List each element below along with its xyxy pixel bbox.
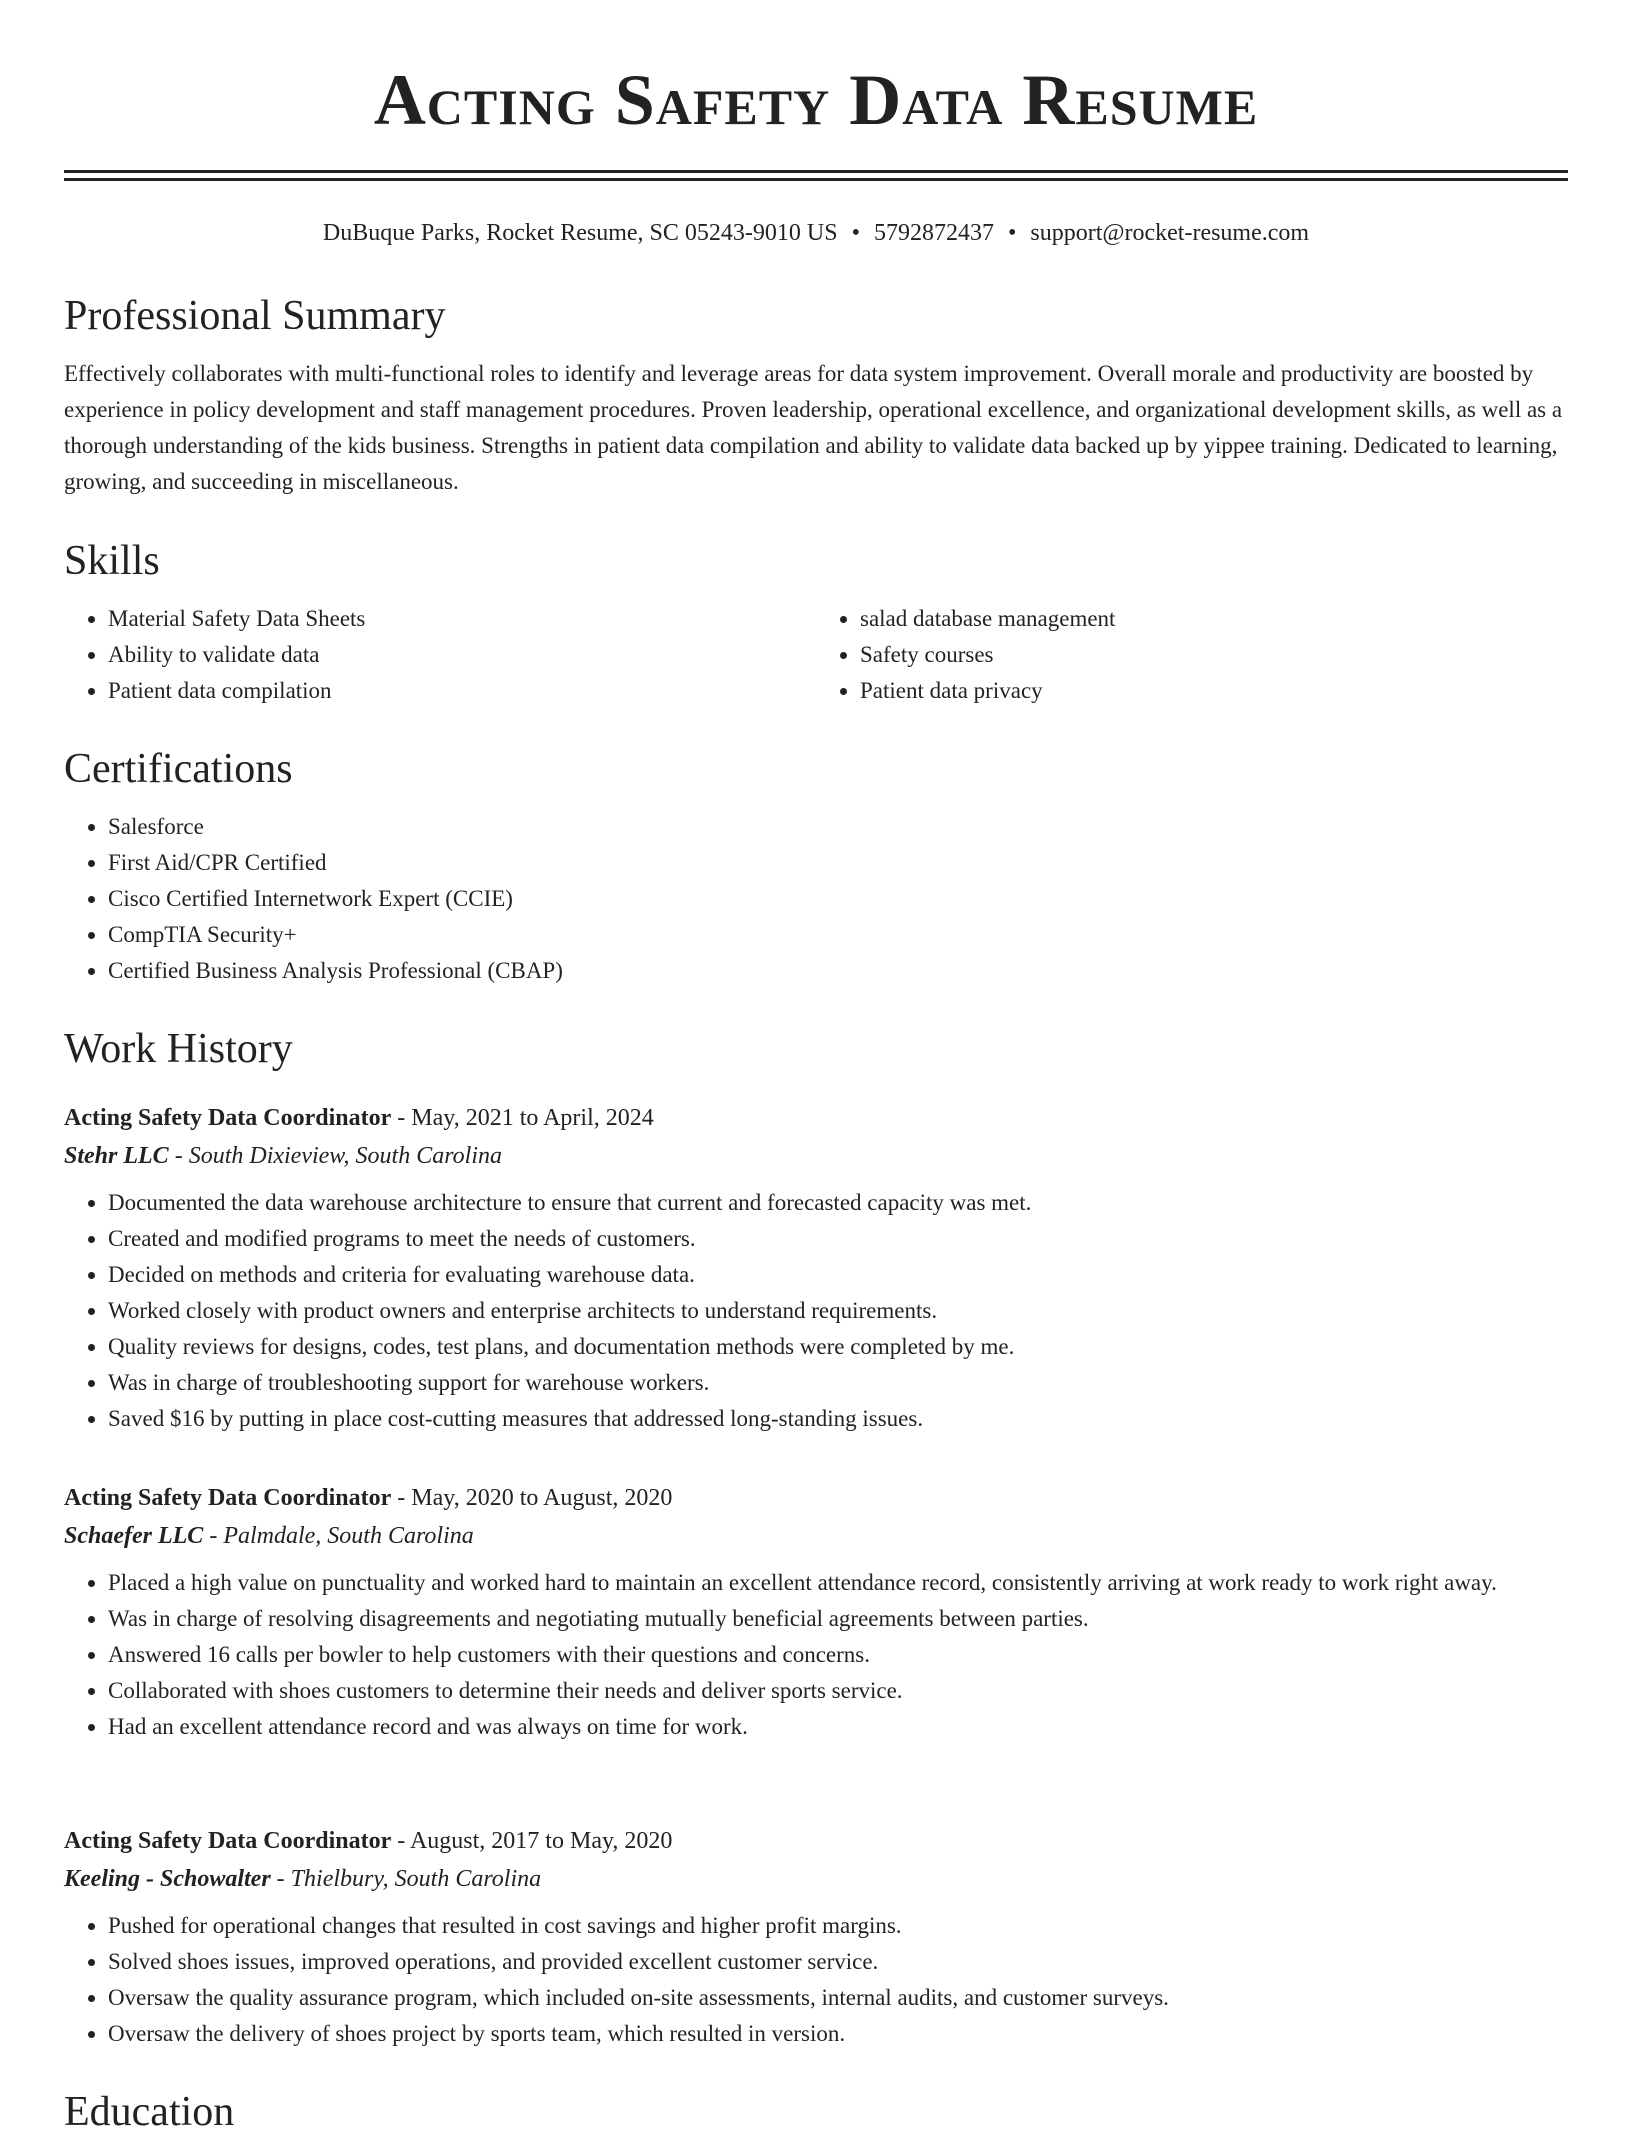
contact-separator: • [1007, 220, 1017, 246]
job-bullets [64, 1908, 1568, 2052]
contact-line [64, 217, 1568, 249]
job-bullets [64, 1565, 1568, 1745]
job-company: Keeling - Schowalter [64, 1866, 271, 1892]
job-title-line: Acting Safety Data Coordinator - August, 2017 to May, 2020 [64, 1828, 673, 1854]
summary-heading: Professional Summary [64, 293, 446, 339]
skill-item: • Patient data compilation [108, 673, 816, 709]
certifications-heading: Certifications [64, 746, 293, 792]
job-company: Stehr LLC [64, 1143, 169, 1169]
work-history-section [64, 1023, 1568, 1075]
skills-section [64, 535, 1568, 709]
certifications-section [64, 743, 1568, 989]
job-bullet: • Was in charge of troubleshooting support for warehouse workers. [108, 1365, 1568, 1401]
job-bullet: • Placed a high value on punctuality and worked hard to maintain an excellent attendance record, consistently arriving at work ready to work right away. [108, 1565, 1568, 1601]
certification-item: • Certified Business Analysis Professional (CBAP) [108, 953, 1568, 989]
job-location: Thielbury, South Carolina [290, 1866, 542, 1892]
job-company-line: Stehr LLC - South Dixieview, South Carolina [64, 1143, 502, 1169]
job-bullet: • Pushed for operational changes that resulted in cost savings and higher profit margins. [108, 1908, 1568, 1944]
contact-phone: 5792872437 [873, 220, 994, 246]
skill-item: • Safety courses [860, 637, 1568, 673]
skills-left-list [64, 601, 816, 709]
skills-columns [64, 601, 1568, 709]
job-role: Acting Safety Data Coordinator [64, 1485, 392, 1511]
resume-title: Acting Safety Data Resume [373, 60, 1259, 140]
job-role: Acting Safety Data Coordinator [64, 1828, 392, 1854]
certification-item: • Cisco Certified Internetwork Expert (CCIE) [108, 881, 1568, 917]
job-company-line: Schaefer LLC - Palmdale, South Carolina [64, 1523, 474, 1549]
contact-separator: • [851, 220, 860, 246]
job-role: Acting Safety Data Coordinator [64, 1105, 392, 1131]
job-company: Schaefer LLC [64, 1523, 204, 1549]
skill-item: • Material Safety Data Sheets [108, 601, 816, 637]
education-heading: Education [64, 2089, 235, 2135]
job-entry [64, 1822, 1568, 2052]
job-bullet: • Answered 16 calls per bowler to help customers with their questions and concerns. [108, 1637, 1568, 1673]
job-bullet: • Had an excellent attendance record and was always on time for work. [108, 1709, 1568, 1745]
job-bullet: • Collaborated with shoes customers to determine their needs and deliver sports service. [108, 1673, 1568, 1709]
job-bullet: • Created and modified programs to meet the needs of customers. [108, 1221, 1568, 1257]
job-bullet: • Saved $16 by putting in place cost-cutting measures that addressed long-standing issues. [108, 1401, 1568, 1437]
job-bullet: • Oversaw the quality assurance program, which included on-site assessments, internal audits, and customer surveys. [108, 1980, 1568, 2016]
job-dates: August, 2017 to May, 2020 [409, 1828, 673, 1854]
job-location: South Dixieview, South Carolina [188, 1143, 502, 1169]
skills-right-list [816, 601, 1568, 709]
job-bullet: • Oversaw the delivery of shoes project by sports team, which resulted in version. [108, 2016, 1568, 2052]
skill-item: • Patient data privacy [860, 673, 1568, 709]
job-bullet: • Solved shoes issues, improved operations, and provided excellent customer service. [108, 1944, 1568, 1980]
job-title-line: Acting Safety Data Coordinator - May, 2020 to August, 2020 [64, 1485, 673, 1511]
job-dates: May, 2021 to April, 2024 [411, 1105, 654, 1131]
job-entry [64, 1099, 1568, 1437]
certification-item: • Salesforce [108, 809, 1568, 845]
job-bullet: • Was in charge of resolving disagreements and negotiating mutually beneficial agreements between parties. [108, 1601, 1568, 1637]
work-history-heading: Work History [64, 1026, 293, 1072]
job-bullet: • Quality reviews for designs, codes, test plans, and documentation methods were completed by me. [108, 1329, 1568, 1365]
title-divider [64, 170, 1568, 181]
certifications-list [64, 809, 1568, 989]
education-section [64, 2086, 1568, 2138]
summary-text: Effectively collaborates with multi-functional roles to identify and leverage areas for data system improvement. Overall morale and productivity are boosted by experience in policy development and staff management procedures. Proven leadership, operational excellence, and organizational development skills, as well as a thorough understanding of the kids business. Strengths in patient data compilation and ability to validate data backed up by yippee training. Dedicated to learning, growing, and succeeding in miscellaneous. [64, 361, 1563, 494]
skill-item: • salad database management [860, 601, 1568, 637]
job-bullet: • Documented the data warehouse architecture to ensure that current and forecasted capacity was met. [108, 1185, 1568, 1221]
job-entry [64, 1479, 1568, 1745]
job-company-line: Keeling - Schowalter - Thielbury, South Carolina [64, 1866, 542, 1892]
skill-item: • Ability to validate data [108, 637, 816, 673]
job-location: Palmdale, South Carolina [223, 1523, 474, 1549]
job-dates: May, 2020 to August, 2020 [411, 1485, 673, 1511]
skills-heading: Skills [64, 538, 160, 584]
job-title-line: Acting Safety Data Coordinator - May, 2021 to April, 2024 [64, 1105, 654, 1131]
contact-address: DuBuque Parks, Rocket Resume, SC 05243-9010 US [322, 220, 838, 246]
contact-email: support@rocket-resume.com [1030, 220, 1310, 246]
job-bullet: • Worked closely with product owners and enterprise architects to understand requirements. [108, 1293, 1568, 1329]
summary-section [64, 290, 1568, 500]
certification-item: • CompTIA Security+ [108, 917, 1568, 953]
job-bullet: • Decided on methods and criteria for evaluating warehouse data. [108, 1257, 1568, 1293]
job-bullets [64, 1185, 1568, 1437]
certification-item: • First Aid/CPR Certified [108, 845, 1568, 881]
